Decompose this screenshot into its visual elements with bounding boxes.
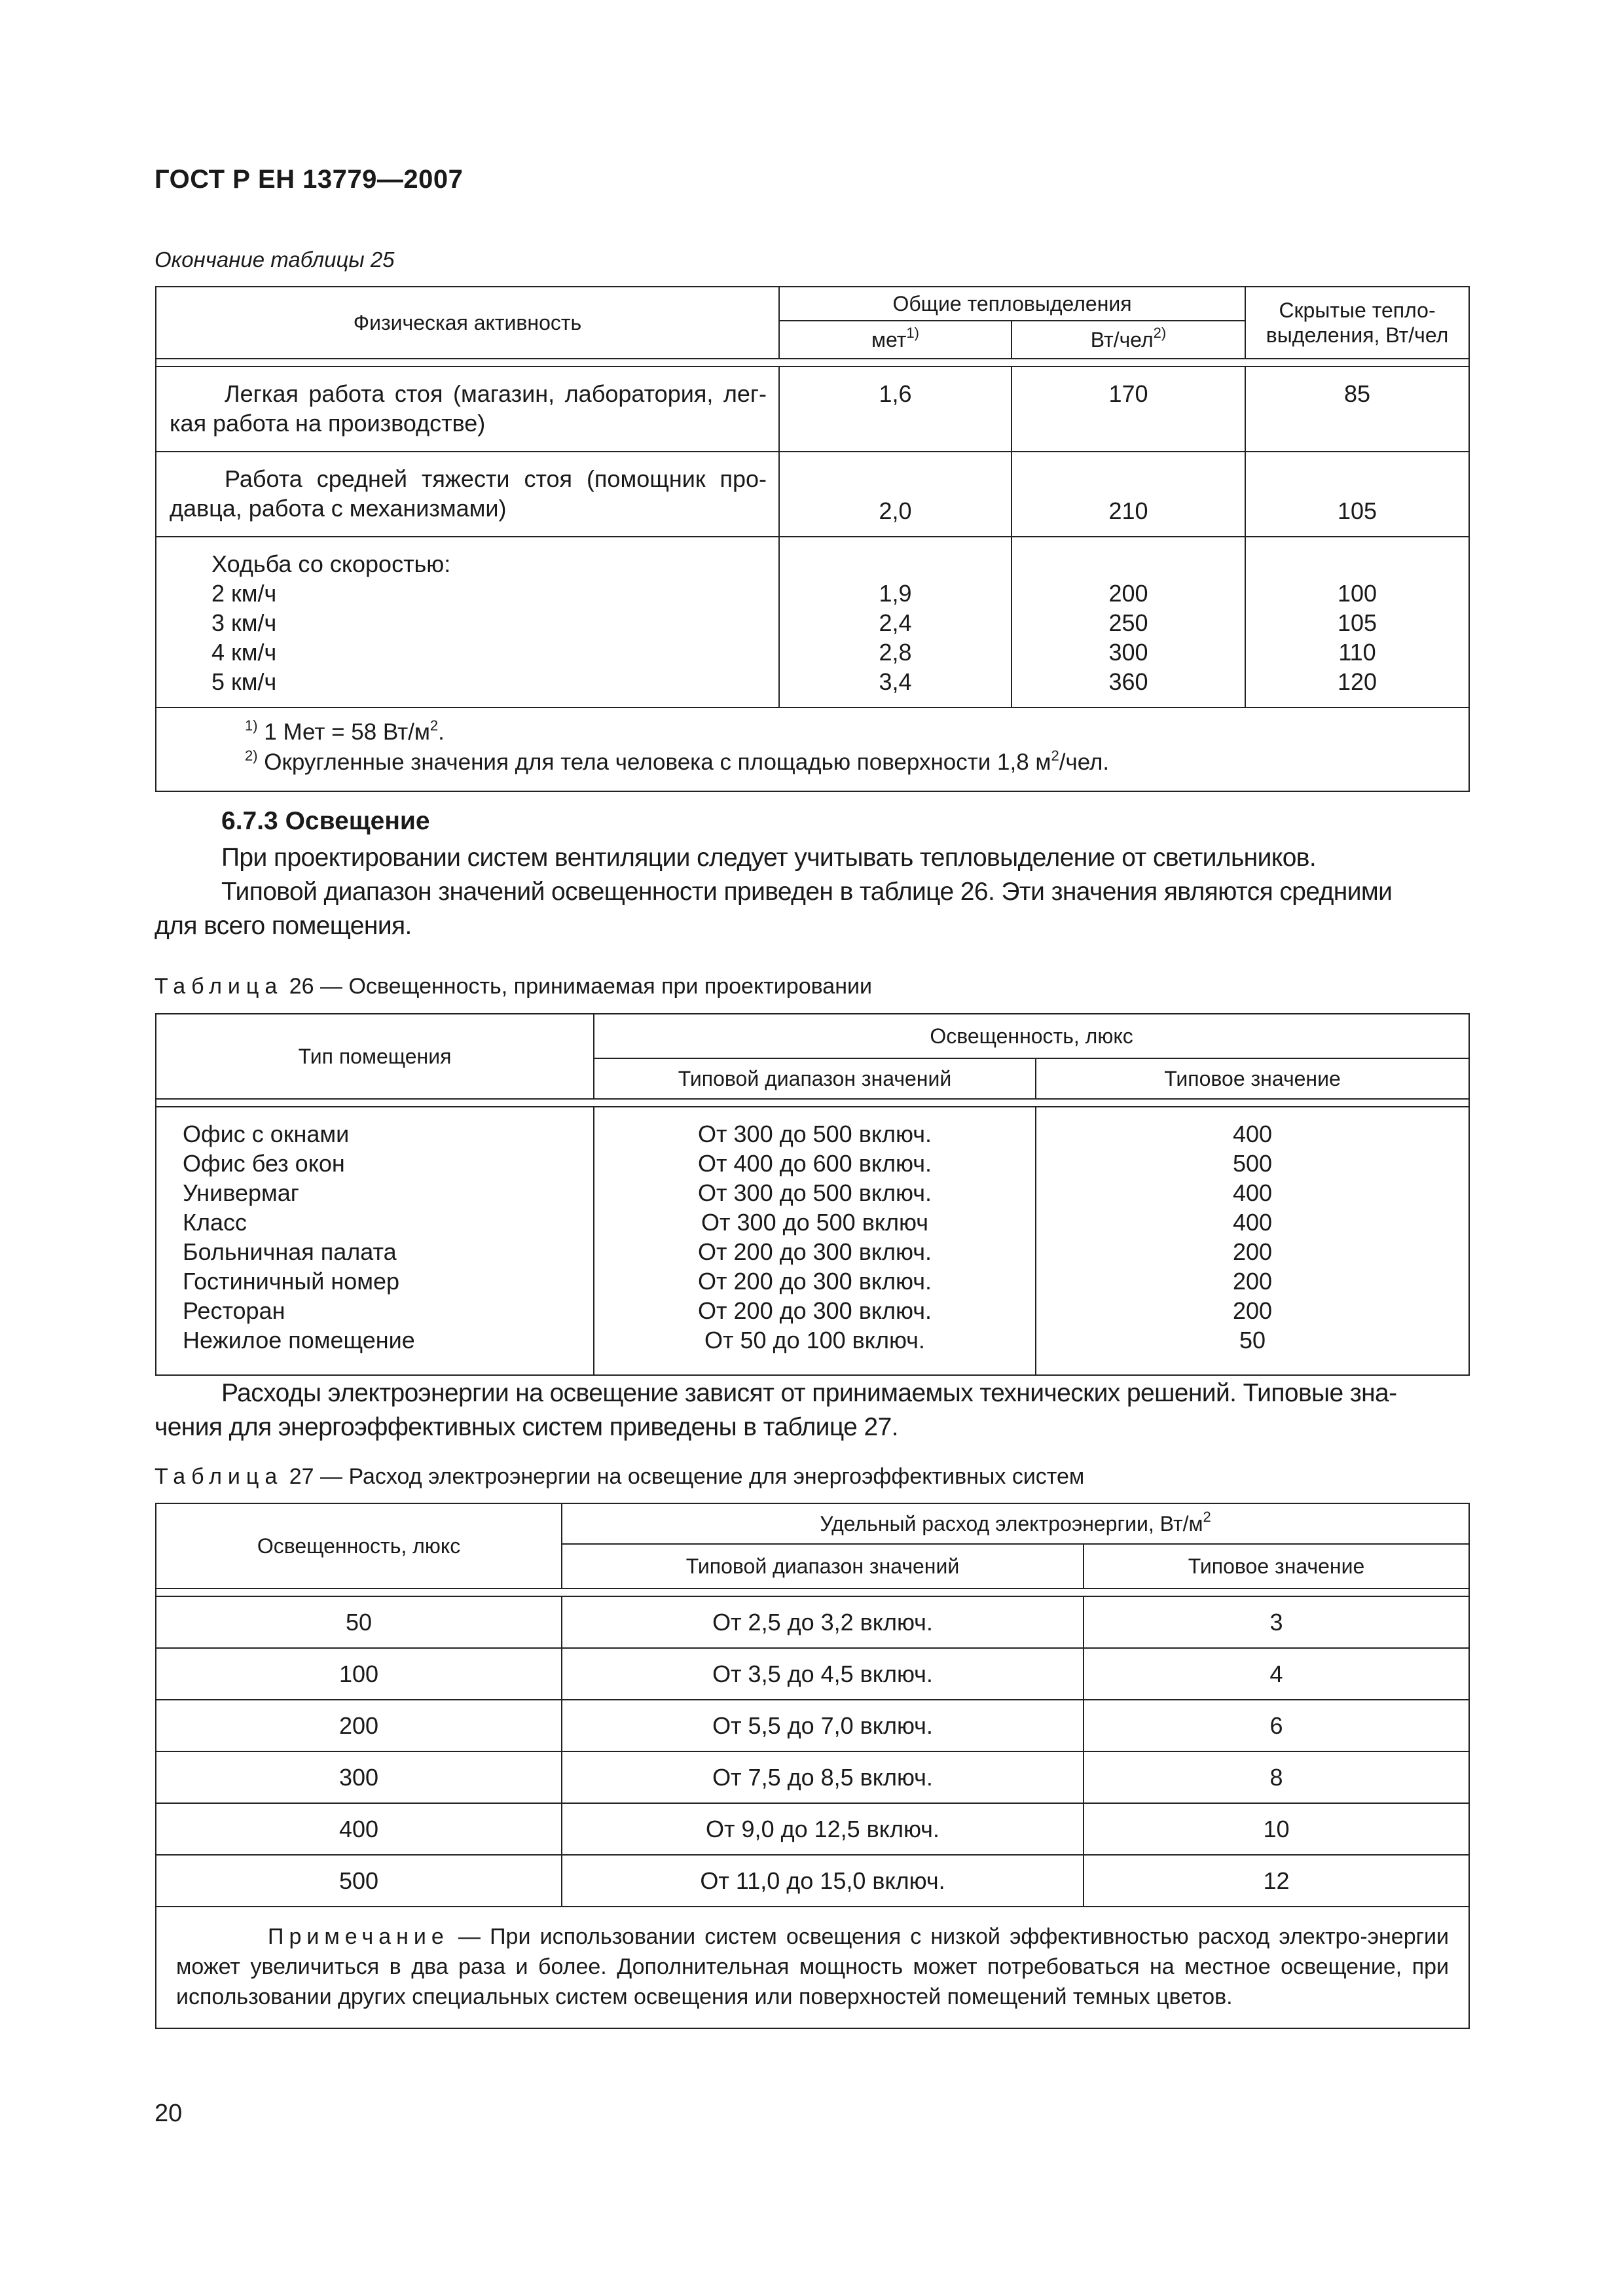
footnote-1-text: 1 Мет = 58 Вт/м	[264, 719, 430, 745]
list-item: Больничная палата	[183, 1238, 397, 1265]
header-latent-heat-line2: выделения, Вт/чел	[1266, 323, 1449, 347]
list-item: От 300 до 500 включ.	[698, 1121, 932, 1147]
footnote-2-superscript: 2	[1051, 747, 1059, 764]
range-value: От 11,0 до 15,0 включ.	[562, 1855, 1084, 1907]
table-26-caption	[155, 974, 872, 999]
lux-value: 100	[156, 1648, 562, 1700]
typical-value-list	[1036, 1107, 1469, 1375]
table-row	[156, 1596, 1469, 1648]
list-item: Универмаг	[183, 1179, 299, 1206]
walking-title: Ходьба со скоростью:	[211, 550, 451, 577]
walking-latent-values	[1245, 537, 1469, 708]
note-label: Примечание	[268, 1924, 449, 1949]
header-w-per-person-label: Вт/чел	[1090, 328, 1154, 351]
table-row	[156, 1803, 1469, 1855]
footnote-1-end: .	[438, 719, 445, 745]
activity-light-work: Легкая работа стоя (магазин, лаборатория, лег-кая работа на производстве)	[156, 367, 779, 452]
lux-value: 400	[156, 1803, 562, 1855]
list-item: От 50 до 100 включ.	[704, 1327, 925, 1354]
page-number: 20	[155, 2100, 183, 2127]
table-27-caption	[155, 1464, 1084, 1490]
section-title: 6.7.3 Освещение	[221, 807, 430, 835]
header-latent-heat	[1245, 287, 1469, 359]
list-item: 400	[1232, 1209, 1273, 1236]
table-27-caption-label: Таблица	[155, 1464, 283, 1489]
paragraph-3-line-1: Расходы электроэнергии на освещение зависят от принимаемых технических решений. Типовые зна-	[221, 1379, 1397, 1407]
footnote-ref-1: 1)	[906, 325, 919, 341]
footnote-2	[245, 747, 1457, 778]
met-value: 1,9	[879, 580, 912, 607]
list-item: 400	[1232, 1179, 1273, 1206]
header-specific-consumption-label: Удельный расход электроэнергии, Вт/м	[820, 1512, 1203, 1535]
typical-value: 6	[1084, 1700, 1469, 1751]
met-value: 3,4	[879, 668, 912, 695]
typical-value: 10	[1084, 1803, 1469, 1855]
table-row	[156, 1648, 1469, 1700]
met-value: 2,8	[879, 639, 912, 666]
latent-value: 120	[1337, 668, 1377, 695]
list-item: 200	[1232, 1268, 1273, 1295]
list-item: 500	[1232, 1150, 1273, 1177]
footnote-2-end: /чел.	[1059, 749, 1110, 775]
met-value: 2,0	[779, 452, 1012, 537]
header-room-type: Тип помещения	[156, 1014, 594, 1099]
list-item: 200	[1232, 1297, 1273, 1324]
header-physical-activity: Физическая активность	[156, 287, 779, 359]
footnote-1-superscript: 2	[429, 717, 439, 734]
table-25-footnotes	[156, 708, 1469, 791]
header-total-heat: Общие тепловыделения	[779, 287, 1245, 321]
walking-speed: 5 км/ч	[211, 668, 277, 695]
header-typical-value: Типовое значение	[1036, 1058, 1469, 1099]
range-value: От 2,5 до 3,2 включ.	[562, 1596, 1084, 1648]
walking-met-values	[779, 537, 1012, 708]
w-value: 250	[1108, 609, 1148, 636]
header-typical-value: Типовое значение	[1084, 1544, 1469, 1588]
list-item: Офис с окнами	[183, 1121, 350, 1147]
latent-value: 100	[1337, 580, 1377, 607]
document-code-header: ГОСТ Р ЕН 13779—2007	[155, 165, 464, 194]
walking-speed: 3 км/ч	[211, 609, 277, 636]
table-row	[156, 452, 1469, 537]
w-value: 210	[1012, 452, 1245, 537]
paragraph-2-line-1: Типовой диапазон значений освещенности приведен в таблице 26. Эти значения являются средними	[221, 878, 1393, 906]
range-value: От 9,0 до 12,5 включ.	[562, 1803, 1084, 1855]
paragraph-1: При проектировании систем вентиляции следует учитывать тепловыделение от светильников.	[221, 844, 1317, 872]
footnote-1	[245, 717, 1457, 747]
table-25	[155, 286, 1470, 792]
list-item: 50	[1239, 1327, 1266, 1354]
lux-value: 50	[156, 1596, 562, 1648]
table-26-caption-text: 26 — Освещенность, принимаемая при проектировании	[289, 974, 872, 999]
activity-medium-work: Работа средней тяжести стоя (помощник про-давца, работа с механизмами)	[156, 452, 779, 537]
range-list	[594, 1107, 1036, 1375]
typical-value: 12	[1084, 1855, 1469, 1907]
table-row	[156, 1751, 1469, 1803]
list-item: Ресторан	[183, 1297, 285, 1324]
header-met	[779, 321, 1012, 359]
note-text: — При использовании систем освещения с низкой эффективностью расход электро-энергии может увеличиться в два раза и более. Дополнительная мощность может потребоваться на местное освещение, при использовании других специальных систем освещения или поверхностей помещений темных цветов.	[176, 1924, 1450, 2009]
met-value: 1,6	[779, 367, 1012, 452]
paragraph-2-line-2: для всего помещения.	[155, 912, 412, 940]
header-specific-consumption	[562, 1503, 1469, 1544]
header-typical-range: Типовой диапазон значений	[594, 1058, 1036, 1099]
list-item: От 200 до 300 включ.	[698, 1238, 932, 1265]
list-item: От 200 до 300 включ.	[698, 1297, 932, 1324]
header-typical-range: Типовой диапазон значений	[562, 1544, 1084, 1588]
w-value: 170	[1012, 367, 1245, 452]
latent-value: 105	[1245, 452, 1469, 537]
list-item: Гостиничный номер	[183, 1268, 400, 1295]
room-type-list	[156, 1107, 594, 1375]
footnote-1-mark: 1)	[245, 717, 258, 734]
lux-value: 500	[156, 1855, 562, 1907]
list-item: Класс	[183, 1209, 247, 1236]
list-item: 400	[1232, 1121, 1273, 1147]
table-26-caption-label: Таблица	[155, 974, 283, 999]
list-item: Офис без окон	[183, 1150, 345, 1177]
w-value: 200	[1108, 580, 1148, 607]
list-item: От 400 до 600 включ.	[698, 1150, 932, 1177]
header-illuminance-lux: Освещенность, люкс	[156, 1503, 562, 1588]
lux-value: 200	[156, 1700, 562, 1751]
table-row-walking	[156, 537, 1469, 708]
list-item: От 300 до 500 включ.	[698, 1179, 932, 1206]
table-25-continuation-caption: Окончание таблицы 25	[155, 247, 395, 272]
header-illuminance: Освещенность, люкс	[594, 1014, 1469, 1058]
typical-value: 8	[1084, 1751, 1469, 1803]
footnote-2-mark: 2)	[245, 747, 258, 764]
header-met-label: мет	[871, 328, 907, 351]
walking-speed: 4 км/ч	[211, 639, 277, 666]
header-w-per-person	[1012, 321, 1245, 359]
table-27	[155, 1503, 1470, 2029]
w-value: 300	[1108, 639, 1148, 666]
typical-value: 4	[1084, 1648, 1469, 1700]
met-value: 2,4	[879, 609, 912, 636]
paragraph-3-line-2: чения для энергоэффективных систем приведены в таблице 27.	[155, 1413, 898, 1441]
superscript-2: 2	[1203, 1509, 1211, 1525]
activity-walking	[156, 537, 779, 708]
lux-value: 300	[156, 1751, 562, 1803]
list-item: От 200 до 300 включ.	[698, 1268, 932, 1295]
table-row	[156, 1855, 1469, 1907]
w-value: 360	[1108, 668, 1148, 695]
footnote-2-text: Округленные значения для тела человека с площадью поверхности 1,8 м	[264, 749, 1051, 775]
table-row	[156, 367, 1469, 452]
latent-value: 105	[1337, 609, 1377, 636]
latent-value: 110	[1338, 639, 1376, 666]
list-item: 200	[1232, 1238, 1273, 1265]
walking-w-values	[1012, 537, 1245, 708]
footnote-ref-2: 2)	[1153, 325, 1167, 341]
table-27-note	[156, 1907, 1469, 2028]
list-item: Нежилое помещение	[183, 1327, 415, 1354]
range-value: От 5,5 до 7,0 включ.	[562, 1700, 1084, 1751]
range-value: От 7,5 до 8,5 включ.	[562, 1751, 1084, 1803]
table-26	[155, 1013, 1470, 1376]
typical-value: 3	[1084, 1596, 1469, 1648]
table-27-caption-text: 27 — Расход электроэнергии на освещение для энергоэффективных систем	[289, 1464, 1085, 1489]
header-latent-heat-line1: Скрытые тепло-	[1279, 298, 1436, 322]
table-row	[156, 1700, 1469, 1751]
latent-value: 85	[1245, 367, 1469, 452]
range-value: От 3,5 до 4,5 включ.	[562, 1648, 1084, 1700]
walking-speed: 2 км/ч	[211, 580, 277, 607]
list-item: От 300 до 500 включ	[701, 1209, 928, 1236]
